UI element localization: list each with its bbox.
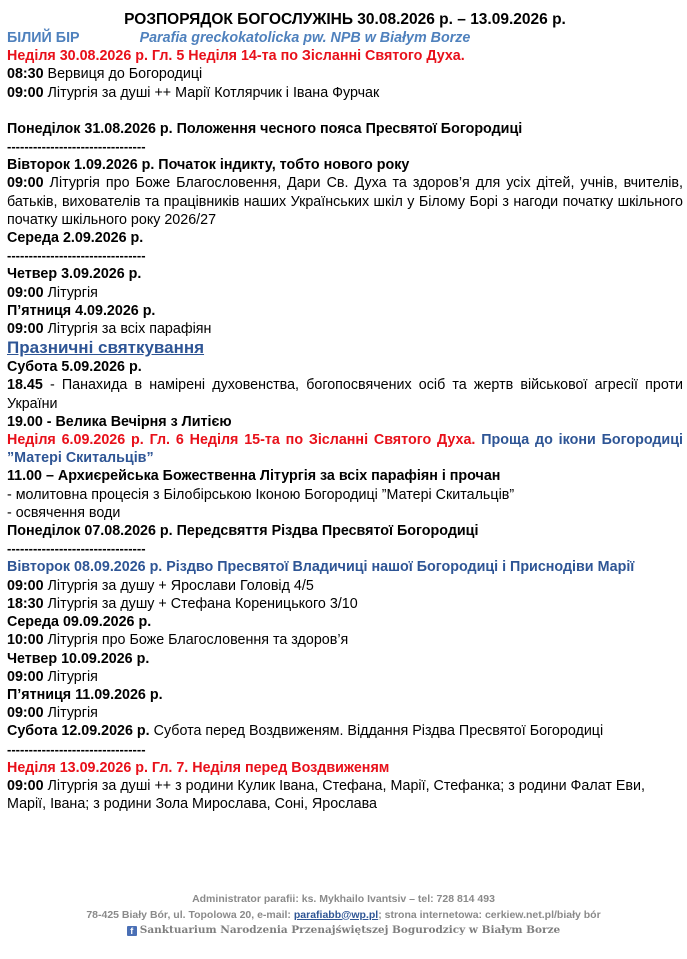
list-item: 08:30 Вервиця до Богородиці [7, 66, 203, 83]
separator: -------------------------------- [7, 541, 146, 557]
parish-name: Parafia greckokatolicka pw. NPB w Białym Borze [139, 30, 471, 46]
list-item: 09:00 Літургія про Боже Благословення, Дари Св. Духа та здоров’я для усіх дітей, учнів, вчителів, батьків, вихователів та працівників наших Українських шкіл у Білому Борі з нагоди початку шкільного початку шкільного року 2026/27 [7, 175, 683, 228]
thursday-10-heading: Четвер 10.09.2026 р. [7, 650, 150, 667]
list-item: 10:00 Літургія про Боже Благословення та здоров’я [7, 632, 349, 649]
sunday-6-heading: Неділя 6.09.2026 р. Гл. 6 Неділя 15-та по Зісланні Святого Духа. Проща до ікони Богородиці ”Матері Скитальців” [7, 432, 683, 467]
footer-sanctuary-row: f Sanktuarium Narodzenia Przenajświętszej Bogurodzicy w Białym Borze [0, 923, 687, 939]
list-item: 09:00 Літургія за всіх парафіян [7, 321, 212, 338]
list-item: 18:30 Літургія за душу + Стефана Кореницького 3/10 [7, 595, 358, 612]
feast-heading: Празничні святкування [7, 338, 205, 358]
footer [0, 892, 687, 939]
email-link[interactable]: parafiabb@wp.pl [293, 908, 379, 921]
list-item: - молитовна процесія з Білобірською Іконою Богородиці ”Матері Скитальців” [7, 486, 515, 503]
list-item: 09:00 Літургія [7, 705, 98, 722]
wednesday-09-heading: Середа 09.09.2026 р. [7, 614, 152, 631]
facebook-icon[interactable]: f [127, 926, 137, 936]
footer-admin: Administrator parafii: ks. Mykhailo Ivantsiv – tel: 728 814 493 [192, 893, 495, 905]
saturday-5-heading: Субота 5.09.2026 р. [7, 359, 142, 376]
list-item: 09:00 Літургія за душі ++ Марії Котлярчик і Івана Фурчак [7, 84, 380, 101]
saturday-12-row: Субота 12.09.2026 р. Субота перед Воздвиженям. Віддання Різдва Пресвятої Богородиці [7, 723, 604, 740]
page-title: РОЗПОРЯДОК БОГОСЛУЖІНЬ 30.08.2026 р. – 13.09.2026 р. [124, 11, 566, 28]
separator: -------------------------------- [7, 248, 146, 264]
subtitle-row [7, 29, 683, 47]
monday-07-heading: Понеділок 07.08.2026 р. Передсвяття Різдва Пресвятої Богородиці [7, 523, 479, 540]
list-item: 19.00 - Велика Вечірня з Литією [7, 413, 232, 430]
tuesday-08-heading: Вівторок 08.09.2026 р. Різдво Пресвятої Владичиці нашої Богородиці і Приснодіви Марії [7, 559, 635, 576]
friday-11-heading: П’ятниця 11.09.2026 р. [7, 686, 163, 703]
tuesday-1-heading: Вівторок 1.09.2026 р. Початок індикту, тобто нового року [7, 157, 410, 174]
list-item: 09:00 Літургія за душі ++ з родини Кулик Івана, Стефана, Марії, Стефанка; з родини Фалат Еви, Марії, Івана; з родини Зола Мирослава, Соні, Ярослава [7, 777, 645, 813]
list-item: 09:00 Літургія за душу + Ярослави Головід 4/5 [7, 577, 314, 594]
list-item: 18.45 - Панахида в намірені духовенства, богопосвячених осіб та жертв військової агресії проти України [7, 377, 683, 412]
wednesday-2-heading: Середа 2.09.2026 р. [7, 230, 144, 247]
footer-address-row: 78-425 Biały Bór, ul. Topolowa 20, e-mail: parafiabb@wp.pl; strona internetowa: cerkiew.net.pl/biały bór [86, 908, 601, 921]
list-item: 11.00 – Архиєрейська Божественна Літургія за всіх парафіян і прочан [7, 468, 501, 485]
separator: -------------------------------- [7, 139, 146, 155]
separator: -------------------------------- [7, 741, 146, 757]
place-name: БІЛИЙ БІР [7, 30, 80, 46]
schedule-document [7, 10, 683, 813]
list-item: 09:00 Літургія [7, 284, 98, 301]
sunday-13-heading: Неділя 13.09.2026 р. Гл. 7. Неділя перед Воздвиженям [7, 759, 390, 776]
list-item: - освячення води [7, 504, 121, 521]
sunday-30-heading: Неділя 30.08.2026 р. Гл. 5 Неділя 14-та по Зісланні Святого Духа. [7, 48, 465, 65]
monday-31-heading: Понеділок 31.08.2026 р. Положення чесного пояса Пресвятої Богородиці [7, 120, 523, 137]
thursday-3-heading: Четвер 3.09.2026 р. [7, 266, 142, 283]
friday-4-heading: П’ятниця 4.09.2026 р. [7, 302, 156, 319]
list-item: 09:00 Літургія [7, 668, 98, 685]
